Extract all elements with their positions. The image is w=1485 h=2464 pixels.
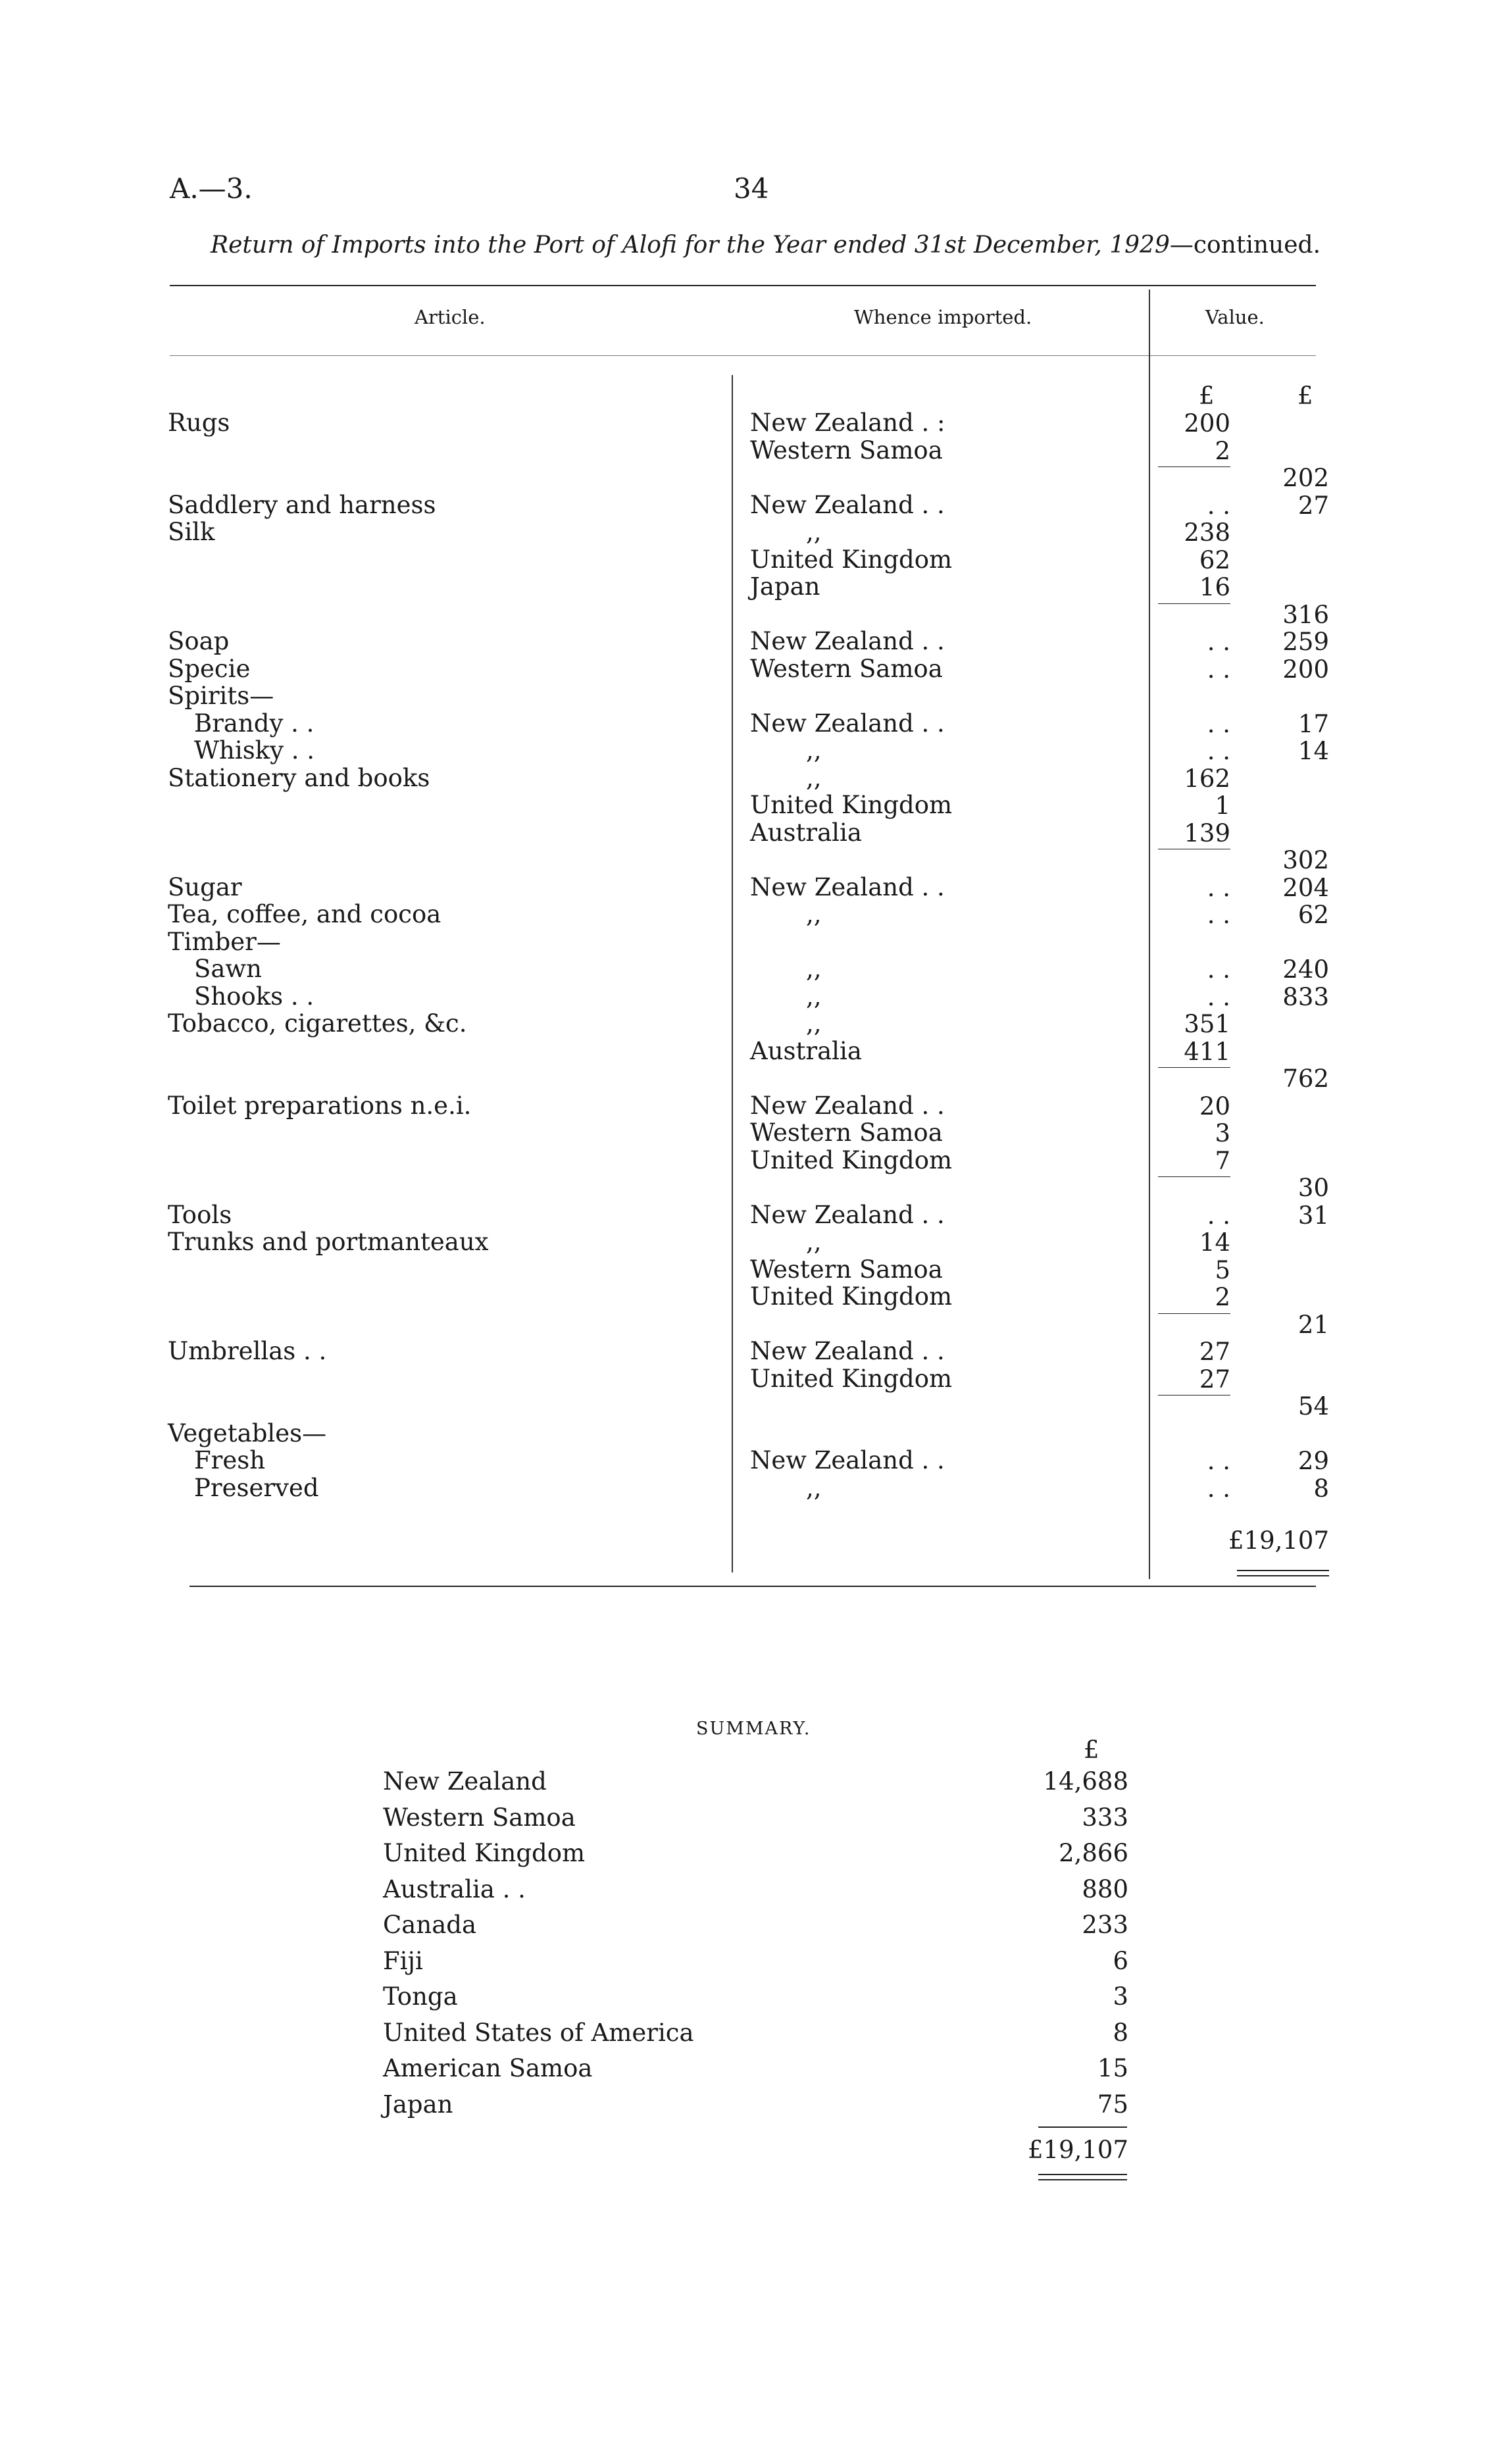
- table-bottom-rule: [189, 1586, 1316, 1587]
- subtotal-rule: [1158, 1313, 1230, 1314]
- row-article: Stationery and books: [168, 763, 430, 792]
- summary-value: 6: [1113, 1946, 1128, 1975]
- summary-value: 75: [1097, 2090, 1128, 2119]
- row-whence: ,,: [806, 736, 822, 765]
- row-whence: ,,: [806, 1228, 822, 1256]
- summary-currency: £: [1084, 1736, 1099, 1764]
- table-title: [211, 232, 1321, 259]
- row-whence: New Zealand . .: [750, 627, 945, 655]
- row-whence: United Kingdom: [750, 545, 953, 574]
- row-value-total: 31: [1297, 1201, 1329, 1230]
- row-value-subtotal: 238: [1184, 518, 1230, 547]
- row-value-subtotal: 14: [1199, 1228, 1230, 1257]
- summary-country: United States of America: [383, 2018, 694, 2047]
- column-header-value: Value.: [1205, 306, 1265, 328]
- row-value-subtotal: 200: [1184, 409, 1230, 438]
- row-value-subtotal: . .: [1207, 955, 1230, 984]
- row-whence: New Zealand . .: [750, 1200, 945, 1229]
- row-whence: ,,: [806, 955, 822, 983]
- row-value-subtotal: 3: [1215, 1119, 1230, 1147]
- summary-value: 880: [1082, 1874, 1128, 1903]
- row-value-subtotal: 16: [1199, 573, 1230, 601]
- row-value-subtotal: . .: [1207, 1447, 1230, 1475]
- summary-value: 8: [1113, 2018, 1128, 2047]
- row-whence: Australia: [750, 818, 862, 847]
- summary-value: 14,688: [1043, 1767, 1128, 1796]
- currency-symbol-total: £: [1297, 382, 1313, 410]
- row-article: Spirits—: [168, 682, 274, 710]
- row-value-subtotal: 7: [1215, 1146, 1230, 1175]
- row-whence: ,,: [806, 982, 822, 1011]
- summary-total: £19,107: [1027, 2136, 1128, 2164]
- row-value-subtotal: 1: [1215, 792, 1230, 820]
- row-value-subtotal: . .: [1207, 901, 1230, 929]
- row-value-total: 200: [1282, 655, 1329, 684]
- summary-value: 3: [1113, 1982, 1128, 2011]
- row-whence: New Zealand . .: [750, 1091, 945, 1120]
- row-value-subtotal: 27: [1199, 1365, 1230, 1394]
- row-value-total: 202: [1282, 464, 1329, 492]
- column-header-article: Article.: [415, 306, 486, 328]
- row-value-subtotal: 139: [1184, 818, 1230, 847]
- row-value-total: 833: [1282, 982, 1329, 1011]
- row-whence: Australia: [750, 1036, 862, 1065]
- row-value-subtotal: 2: [1215, 1283, 1230, 1311]
- row-whence: New Zealand . .: [750, 872, 945, 901]
- row-whence: Western Samoa: [750, 436, 943, 465]
- page-number: 34: [734, 172, 769, 205]
- row-article: Tobacco, cigarettes, &c.: [168, 1009, 467, 1038]
- row-value-subtotal: 62: [1199, 545, 1230, 574]
- row-article: Sugar: [168, 872, 242, 901]
- grand-total-rule-1: [1237, 1570, 1329, 1571]
- column-rule-whence: [732, 375, 733, 1572]
- row-article: Fresh: [194, 1446, 266, 1474]
- row-article: Saddlery and harness: [168, 490, 436, 519]
- row-value-total: 240: [1282, 955, 1329, 984]
- row-value-total: 21: [1297, 1310, 1329, 1339]
- row-value-subtotal: 20: [1199, 1092, 1230, 1120]
- summary-country: Fiji: [383, 1946, 423, 1975]
- row-article: Sawn: [194, 955, 262, 983]
- row-article: Timber—: [168, 927, 281, 956]
- summary-country: United Kingdom: [383, 1839, 586, 1867]
- row-whence: ,,: [806, 1009, 822, 1038]
- row-article: Tea, coffee, and cocoa: [168, 900, 441, 928]
- row-value-subtotal: . .: [1207, 1474, 1230, 1503]
- row-value-total: 27: [1297, 491, 1329, 520]
- summary-value: 2,866: [1059, 1839, 1128, 1867]
- summary-country: New Zealand: [383, 1767, 547, 1796]
- row-whence: ,,: [806, 900, 822, 928]
- row-article: Trunks and portmanteaux: [168, 1228, 489, 1256]
- currency-symbol-subtotal: £: [1199, 382, 1215, 410]
- row-value-total: 62: [1297, 901, 1329, 929]
- row-whence: Western Samoa: [750, 1119, 943, 1147]
- row-value-total: 14: [1297, 737, 1329, 765]
- subtotal-rule: [1158, 466, 1230, 467]
- row-article: Tools: [168, 1200, 232, 1229]
- row-whence: ,,: [806, 1473, 822, 1502]
- row-whence: Western Samoa: [750, 1255, 943, 1284]
- row-whence: United Kingdom: [750, 1282, 953, 1311]
- row-value-total: 30: [1297, 1174, 1329, 1202]
- row-article: Preserved: [194, 1473, 319, 1502]
- row-value-subtotal: . .: [1207, 655, 1230, 684]
- summary-value: 333: [1082, 1803, 1128, 1832]
- row-value-total: 54: [1297, 1392, 1329, 1421]
- summary-country: Canada: [383, 1911, 477, 1939]
- row-value-subtotal: . .: [1207, 628, 1230, 656]
- row-whence: Japan: [750, 572, 820, 601]
- row-whence: New Zealand . .: [750, 1337, 945, 1365]
- summary-country: Western Samoa: [383, 1803, 576, 1832]
- summary-country: Australia . .: [383, 1874, 526, 1903]
- row-article: Specie: [168, 654, 251, 683]
- row-value-total: 17: [1297, 709, 1329, 738]
- summary-title: SUMMARY.: [696, 1719, 811, 1739]
- row-value-subtotal: . .: [1207, 737, 1230, 765]
- summary-value: 15: [1097, 2054, 1128, 2082]
- summary-country: Japan: [383, 2090, 453, 2119]
- row-value-total: 316: [1282, 600, 1329, 629]
- summary-total-rule-top: [1038, 2126, 1127, 2128]
- row-value-subtotal: 27: [1199, 1338, 1230, 1366]
- subtotal-rule: [1158, 1176, 1230, 1177]
- row-value-subtotal: . .: [1207, 1201, 1230, 1230]
- row-article: Toilet preparations n.e.i.: [168, 1091, 472, 1120]
- header-bottom-rule: [170, 355, 1316, 356]
- row-value-total: 29: [1297, 1447, 1329, 1475]
- grand-total: £19,107: [1228, 1526, 1329, 1555]
- row-whence: United Kingdom: [750, 1145, 953, 1174]
- summary-total-rule-1: [1038, 2174, 1127, 2175]
- summary-value: 233: [1082, 1911, 1128, 1939]
- row-article: Silk: [168, 518, 215, 546]
- row-value-subtotal: . .: [1207, 491, 1230, 520]
- row-value-subtotal: 5: [1215, 1255, 1230, 1284]
- row-whence: New Zealand . .: [750, 490, 945, 519]
- table-top-rule: [170, 285, 1316, 286]
- row-article: Whisky . .: [194, 736, 315, 765]
- row-value-total: 204: [1282, 873, 1329, 902]
- summary-country: Tonga: [383, 1982, 458, 2011]
- row-value-total: 762: [1282, 1065, 1329, 1093]
- row-whence: United Kingdom: [750, 1364, 953, 1393]
- row-whence: New Zealand . .: [750, 709, 945, 738]
- row-value-subtotal: 351: [1184, 1010, 1230, 1038]
- row-value-subtotal: . .: [1207, 709, 1230, 738]
- row-whence: ,,: [806, 518, 822, 546]
- row-whence: New Zealand . .: [750, 1446, 945, 1474]
- summary-total-rule-2: [1038, 2179, 1127, 2180]
- row-article: Vegetables—: [168, 1419, 327, 1447]
- row-article: Brandy . .: [194, 709, 315, 738]
- row-value-subtotal: 2: [1215, 436, 1230, 465]
- row-article: Soap: [168, 627, 230, 655]
- row-whence: United Kingdom: [750, 791, 953, 819]
- subtotal-rule: [1158, 1067, 1230, 1068]
- row-value-subtotal: 411: [1184, 1037, 1230, 1066]
- row-article: Umbrellas . .: [168, 1337, 327, 1365]
- row-value-subtotal: . .: [1207, 982, 1230, 1011]
- document-code: A.—3.: [170, 172, 253, 205]
- summary-country: American Samoa: [383, 2054, 593, 2082]
- row-value-total: 259: [1282, 628, 1329, 656]
- row-value-total: 8: [1313, 1474, 1329, 1503]
- row-value-total: 302: [1282, 846, 1329, 874]
- column-rule-value: [1149, 289, 1150, 1579]
- grand-total-rule-2: [1237, 1575, 1329, 1576]
- table-title-suffix: —continued.: [1169, 232, 1321, 259]
- row-article: Rugs: [168, 409, 230, 437]
- table-title-main: Return of Imports into the Port of Alofi for the Year ended 31st December, 1929: [211, 232, 1170, 259]
- row-value-subtotal: . .: [1207, 873, 1230, 902]
- row-whence: Western Samoa: [750, 654, 943, 683]
- row-article: Shooks . .: [194, 982, 315, 1011]
- row-whence: New Zealand . :: [750, 409, 945, 437]
- row-value-subtotal: 162: [1184, 764, 1230, 793]
- subtotal-rule: [1158, 603, 1230, 604]
- row-whence: ,,: [806, 763, 822, 792]
- column-header-whence: Whence imported.: [854, 306, 1032, 328]
